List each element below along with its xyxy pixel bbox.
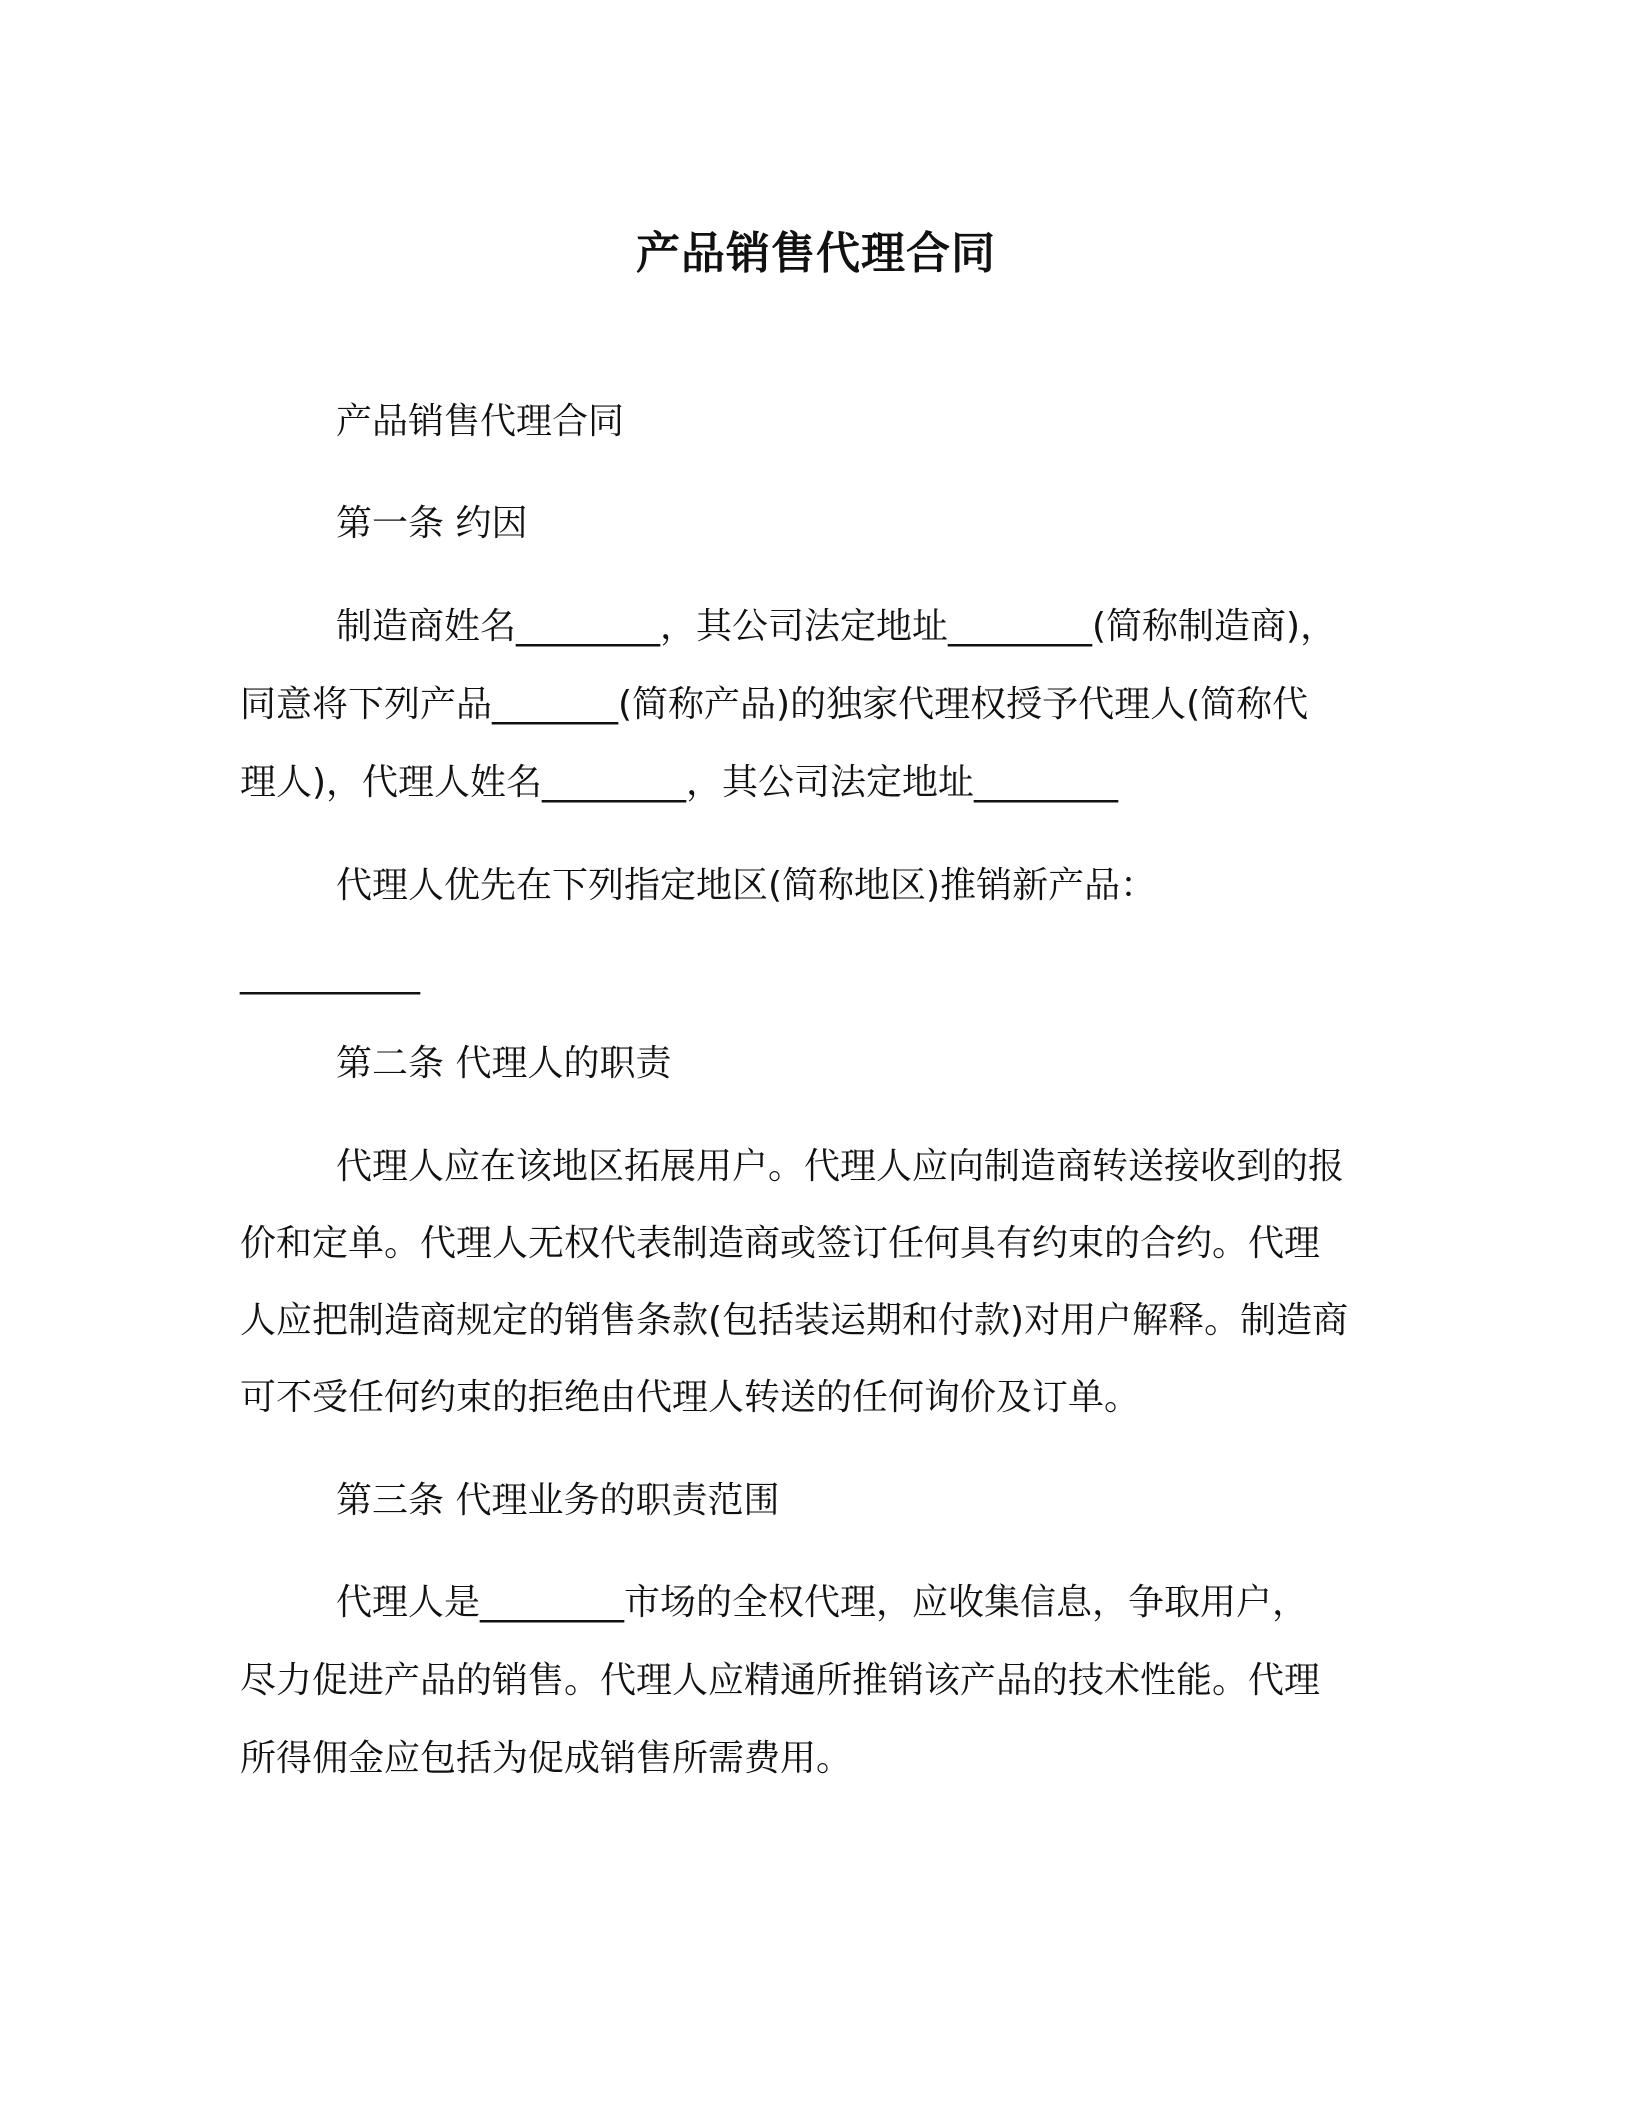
- article-3-para-line-1: 代理人是________市场的全权代理，应收集信息，争取用户，: [336, 1582, 1309, 1623]
- article-3-heading: 第三条 代理业务的职责范围: [336, 1480, 780, 1521]
- article-3-para-line-2: 尽力促进产品的销售。代理人应精通所推销该产品的技术性能。代理: [240, 1660, 1321, 1701]
- article-1-heading: 第一条 约因: [336, 503, 528, 544]
- article-2-para-line-2: 价和定单。代理人无权代表制造商或签订任何具有约束的合约。代理: [240, 1223, 1321, 1264]
- article-1-para-1-line-2: 同意将下列产品_______(简称产品)的独家代理权授予代理人(简称代: [240, 684, 1309, 725]
- article-1-para-2-line-1: 代理人优先在下列指定地区(简称地区)推销新产品：: [336, 865, 1157, 906]
- article-1-para-1-line-1: 制造商姓名________，其公司法定地址________(简称制造商)，: [336, 606, 1337, 647]
- article-2-para-line-4: 可不受任何约束的拒绝由代理人转送的任何询价及订单。: [240, 1377, 1141, 1418]
- subtitle-line: 产品销售代理合同: [336, 401, 625, 442]
- article-2-para-line-3: 人应把制造商规定的销售条款(包括装运期和付款)对用户解释。制造商: [240, 1300, 1349, 1341]
- document-title: 产品销售代理合同: [636, 228, 996, 279]
- article-1-para-1-line-3: 理人)，代理人姓名________，其公司法定地址________: [240, 762, 1119, 803]
- article-2-para-line-1: 代理人应在该地区拓展用户。代理人应向制造商转送接收到的报: [336, 1146, 1345, 1187]
- article-2-heading: 第二条 代理人的职责: [336, 1043, 672, 1084]
- article-3-para-line-3: 所得佣金应包括为促成销售所需费用。: [240, 1738, 853, 1779]
- article-1-region-blank: __________: [240, 954, 420, 995]
